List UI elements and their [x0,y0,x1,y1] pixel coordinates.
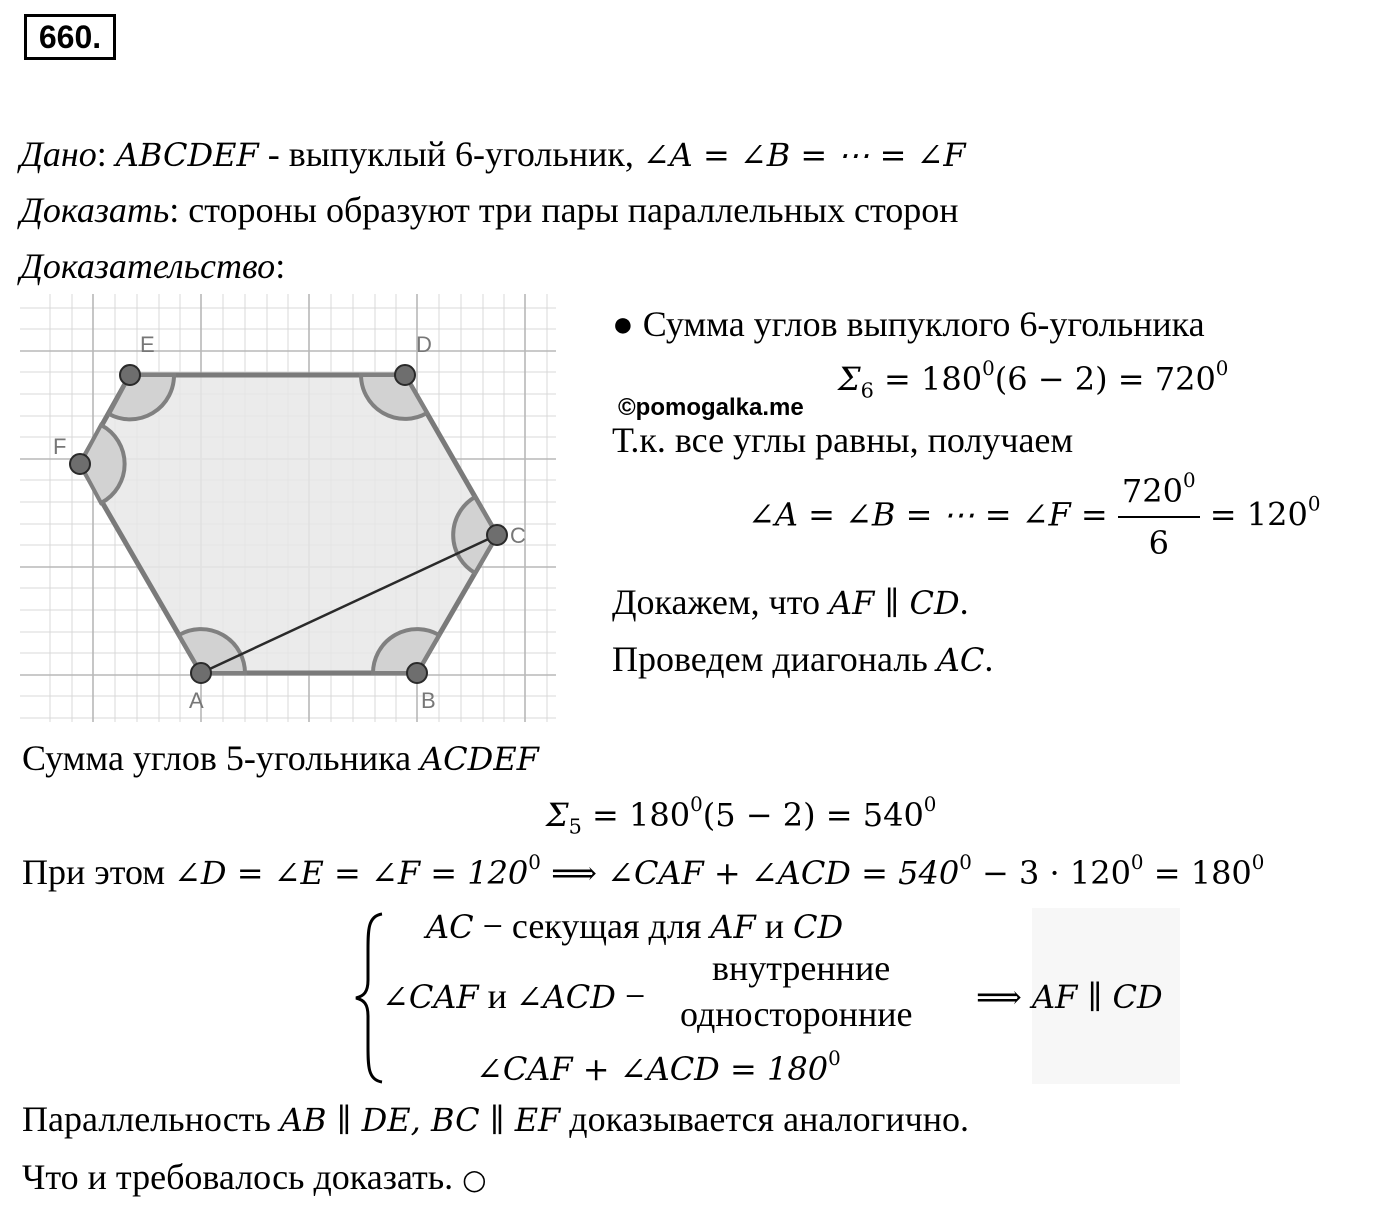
proof-label-line [20,248,285,284]
vertex-e-point [120,365,140,385]
prove-af-cd-line [612,584,969,620]
row2-word-2: односторонние [680,994,913,1034]
system-row3 [476,1047,841,1088]
sigma-5: Σ [546,796,569,834]
hexagon-shape [80,375,497,673]
vertex-label-a: A [189,688,204,713]
at-this-d2: 0 [959,851,972,875]
sigma-6: Σ [838,360,861,398]
row2-caf: ∠CAF [382,978,479,1016]
row2-word-1: внутренние [712,948,891,988]
row2-and: и [478,976,516,1016]
pentagon-sum-formula [546,793,937,839]
vertex-d-point [395,365,415,385]
vertex-label-f: F [53,434,67,459]
qed-mark: ○ [462,1163,487,1196]
hexagon-sum-formula [838,357,1229,403]
final-line [22,1159,487,1195]
at-this-m2: ⟹ ∠CAF + ∠ACD = 540 [540,854,960,892]
parallel-text2: доказывается аналогично. [560,1099,969,1139]
angle-fraction [1118,469,1200,562]
row1-ac: AC [426,908,474,946]
system-row2 [382,978,645,1014]
sigma-5-sub: 5 [568,814,582,839]
prove-af-cd-math: AF ∥ CD [829,584,960,622]
parallel-math: AB ∥ DE, BC ∥ EF [279,1101,561,1139]
fraction-numerator-deg: 0 [1182,469,1196,493]
given-label: Дано [20,134,97,174]
diagonal-text: Проведем диагональ [612,639,937,679]
proof-colon: : [275,246,286,286]
at-this-line [22,851,1265,892]
row3-deg: 0 [828,1047,841,1071]
at-this-text: При этом [22,852,175,892]
diagonal-end: . [984,639,994,679]
at-this-d4: 0 [1251,851,1265,875]
pentagon-name: ACDEF [420,740,539,778]
diagonal-line [612,641,993,677]
at-this-m1: ∠D = ∠E = ∠F = 120 [174,854,529,892]
prove-af-cd-end: . [959,582,969,622]
at-this-m3: − 3 · 120 [971,854,1131,892]
row1-t1: − секущая для [473,906,711,946]
angles-lhs: ∠A = ∠B = ⋯ = ∠F = [748,495,1118,534]
row2-dash: − [615,976,646,1016]
sum5-mid: (5 − 2) = 540 [702,796,924,834]
vertex-label-e: E [140,332,155,357]
pentagon-sum-line [22,740,539,776]
sigma-6-sub: 6 [860,378,874,403]
pentagon-sum-text: Сумма углов 5-угольника [22,738,421,778]
given-hexagon-name: ABCDEF [115,136,259,174]
sum5-deg1: 0 [690,793,703,817]
sum5-deg2: 0 [923,793,937,817]
sum6-deg1: 0 [982,357,995,381]
vertex-c-point [487,525,507,545]
row1-af: AF [710,908,756,946]
proof-label: Доказательство [20,246,276,286]
diagonal-math: AC [936,641,985,679]
prove-label: Доказать [20,190,170,230]
equal-angles-text: Т.к. все углы равны, получаем [612,420,1074,460]
given-line [20,136,966,172]
prove-af-cd-text: Докажем, что [612,582,830,622]
given-angles: ∠A = ∠B = ⋯ = ∠F [642,136,966,174]
angles-rhs: = 120 [1199,495,1308,534]
given-colon: : [96,134,107,174]
vertex-a-point [191,663,211,683]
fraction-numerator: 720 [1121,472,1183,510]
hexagon-sum-heading: ● Сумма углов выпуклого 6-угольника [612,304,1205,344]
fraction-denominator: 6 [1148,524,1169,562]
sum6-lhs: = 180 [873,360,983,398]
vertex-f-point [70,454,90,474]
at-this-d3: 0 [1130,851,1144,875]
system-result: ⟹ AF ∥ CD [976,978,1163,1016]
at-this-d1: 0 [528,851,541,875]
sum6-deg2: 0 [1215,357,1229,381]
angle-value-formula [748,469,1321,562]
parallel-text1: Параллельность [22,1099,280,1139]
at-this-m4: = 180 [1143,854,1252,892]
angles-rhs-deg: 0 [1307,492,1321,516]
prove-line [20,192,959,228]
watermark: ©pomogalka.me [618,394,804,421]
sum6-mid: (6 − 2) = 720 [994,360,1216,398]
row2-acd: ∠ACD [515,978,616,1016]
vertex-label-b: B [421,688,436,713]
given-text: - выпуклый 6-угольник, [258,134,643,174]
row1-t2: и [755,906,793,946]
hexagon-figure [20,294,560,726]
row1-cd: CD [792,908,844,946]
vertex-label-d: D [416,332,432,357]
vertex-label-c: C [510,523,526,548]
row3-sum: ∠CAF + ∠ACD = 180 [476,1050,829,1088]
prove-text: : стороны образуют три пары параллельных сторон [169,190,959,230]
sum5-lhs: = 180 [581,796,691,834]
vertex-b-point [407,663,427,683]
parallel-line [22,1101,969,1137]
final-text: Что и требовалось доказать. [22,1157,454,1197]
problem-number: 660. [24,14,116,60]
system-row1 [426,908,843,944]
